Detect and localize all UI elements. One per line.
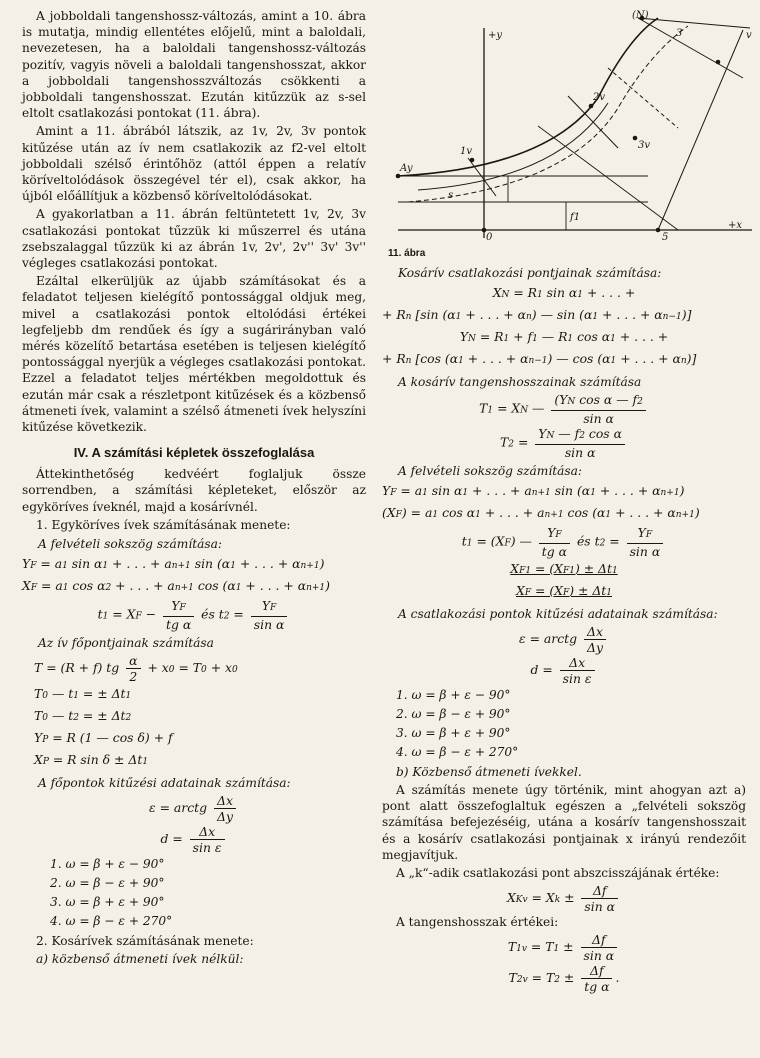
left-item-1: 1. Egyköríves ívek számításának menete: bbox=[36, 517, 291, 532]
formula: (XF) = a1 cos α1 + . . . + an+1 cos (α1 + . . . + αn+1) bbox=[382, 505, 700, 520]
formula: t1 = XF − $\frac{YF}{\text{tg α}}$ és t2 = $\frac{YF}{\text{sin α}}$ bbox=[22, 598, 366, 632]
left-formulas-polygon bbox=[22, 554, 366, 632]
curve-main bbox=[398, 18, 658, 176]
omega-item: 2. ω = β − ε + 90° bbox=[50, 875, 165, 890]
formula: T0 — t1 = ± Δt1 bbox=[34, 685, 132, 701]
label-three: 3 bbox=[676, 28, 683, 39]
formula: ε = arctg $\frac{\Delta x}{\Delta y}$ bbox=[382, 624, 746, 655]
label-yaxis: +y bbox=[488, 30, 503, 41]
omega-item: 1. ω = β + ε − 90° bbox=[396, 688, 511, 702]
formula: YF = a1 sin α1 + . . . + an+1 sin (α1 + . . . + αn+1) bbox=[22, 555, 325, 571]
formula: ε = arctg $\frac{\Delta x}{\Delta y}$ bbox=[22, 793, 366, 824]
formula: T2v = T2 ± $\frac{\Delta f}{\text{tg α}}$ . bbox=[508, 963, 620, 995]
label-3v: 3v bbox=[638, 140, 651, 151]
omega-item: 3. ω = β + ε + 90° bbox=[396, 726, 511, 740]
left-paragraph-3: A gyakorlatban a 11. ábrán feltüntetett 1v, 2v, 3v csatlakozási pontokat tűzzük ki műszerrel és utána zsebszalaggal tűzzük ki az ábrán 1v, 2v', 2v'' 3v' 3v'' végleges csatlakozási pontokat. bbox=[22, 207, 366, 271]
left-item-2a: a) közbenső átmeneti ívek nélkül: bbox=[36, 951, 244, 966]
formula: T2 = $\frac{\text{YN — f2 cos α}}{\text{sin α}}$ bbox=[382, 426, 746, 460]
right-item-b: b) Közbenső átmeneti ívekkel. bbox=[396, 765, 582, 779]
formula: XP = R sin δ ± Δt1 bbox=[34, 751, 149, 767]
formula: + Rn [cos (α1 + . . . + αn−1) — cos (α1 + . . . + αn)] bbox=[382, 351, 697, 366]
left-paragraph-5: Áttekinthetőség kedvéért foglaljuk össze sorrendben, a számítási képleteket, először az egyköríves íveknél, majd a kosárívnél. bbox=[22, 467, 366, 514]
left-column bbox=[22, 8, 366, 969]
right-paragraph-1: A számítás menete úgy történik, mint ahogyan azt a) pont alatt összefoglaltuk egészen a „felvételi sokszög számítása befejezéséig, utána a kosárív tangenshosszait és a kosárív csatlakozási pontjainak x irányú rendezőit megjavítjuk. bbox=[382, 783, 746, 862]
label-s: s bbox=[448, 190, 454, 201]
label-2v: 2v bbox=[593, 92, 606, 103]
formula: T0 — t2 = ± Δt2 bbox=[34, 707, 132, 723]
left-paragraph-4: Ezáltal elkerüljük az újabb számításokat és a feladatot teljesen kielégítő pontossággal oldjuk meg, mivel a csatlakozási pontok eltolódási értékei legfeljebb dm rendűek és így a sugárirányban való mérés közelítő betartása esetében is teljesen kielégítő pontossággal nyerjük a végleges csatlakozási pontokat. Ezzel a feladatot teljes mértékben megoldottuk és ezután már csak a részletpont kitűzések és a közbenső átmeneti ívek, valamint a szélső átmeneti ívek helyszíni kitűzése következik. bbox=[22, 274, 366, 435]
label-f1: f1 bbox=[570, 212, 581, 223]
right-column bbox=[382, 262, 746, 994]
label-zero: 0 bbox=[486, 232, 493, 240]
formula: XKv = Xk ± $\frac{\Delta f}{\text{sin α}}$ bbox=[382, 883, 746, 914]
right-omega-list bbox=[382, 686, 746, 762]
left-item-2: 2. Kosárívek számításának menete: bbox=[36, 933, 254, 948]
formula: YP = R (1 — cos δ) + f bbox=[34, 729, 173, 745]
left-paragraph-1: A jobboldali tangenshossz-változás, amint a 10. ábra is mutatja, mindig ellentétes előjelű, mint a baloldali, nevezetesen, ha a baloldali tangenshossz-változás pozitív, vagyis növeli a baloldali tangenshosszat, akkor a jobboldali tangenshosszváltozás csökkenti a jobboldali tangenshosszat. Ezután kitűzzük az s-sel eltolt csatlakozási pontokat (11. ábra). bbox=[22, 9, 366, 121]
right-sub-d: A csatlakozási pontok kitűzési adatainak számítása: bbox=[398, 607, 718, 621]
omega-item: 4. ω = β − ε + 270° bbox=[396, 745, 519, 759]
omega-item: 2. ω = β − ε + 90° bbox=[396, 707, 511, 721]
formula: T1v = T1 ± $\frac{\Delta f}{\text{sin α}}$ bbox=[382, 932, 746, 963]
section-title: IV. A számítási képletek összefoglalása bbox=[73, 445, 315, 461]
left-formulas-mainpoints bbox=[22, 653, 366, 772]
right-formulas-setout bbox=[382, 624, 746, 686]
left-sub-a: A felvételi sokszög számítása: bbox=[38, 536, 223, 551]
right-formulas-joinpoints bbox=[382, 283, 746, 371]
formula: t1 = (XF) — $\frac{YF}{\text{tg α}}$ és t2 = $\frac{YF}{\text{sin α}}$ bbox=[382, 525, 746, 559]
formula: XF = a1 cos α2 + . . . + an+1 cos (α1 + . . . + αn+1) bbox=[22, 577, 330, 593]
omega-item: 1. ω = β + ε − 90° bbox=[50, 856, 165, 871]
label-N: (N) bbox=[632, 10, 649, 21]
formula: d = $\frac{\Delta x}{\text{sin ε}}$ bbox=[382, 655, 746, 686]
figure-caption: 11. ábra bbox=[388, 248, 426, 259]
formula: T1 = XN — $\frac{\text{(YN cos α — f2}}{\text{sin α}}$ bbox=[382, 392, 746, 426]
left-paragraph-2: Amint a 11. ábrából látszik, az 1v, 2v, 3v pontok kitűzése után az ív nem csatlakozik az f2-vel eltolt jobboldali szélső érintőhöz (attól éppen a relatív köríveltolódások összegével tér el), csak akkor, ha újból előállítjuk a közbenső köríveltolódásokat. bbox=[22, 124, 366, 204]
left-omega-list bbox=[22, 855, 366, 931]
figure-11 bbox=[388, 8, 752, 240]
right-paragraph-2: A „k“-adik csatlakozási pont abszcisszájának értéke: bbox=[396, 866, 720, 881]
omega-item: 4. ω = β − ε + 270° bbox=[50, 913, 173, 928]
right-sub-b: A kosárív tangenshosszainak számítása bbox=[398, 375, 642, 389]
right-paragraph-3: A tangenshosszak értékei: bbox=[396, 915, 559, 930]
left-sub-c: A főpontok kitűzési adatainak számítása: bbox=[38, 775, 291, 790]
label-five: 5 bbox=[662, 232, 669, 240]
formula: XF1 = (XF1) ± Δt1 bbox=[510, 561, 618, 576]
label-1v: 1v bbox=[460, 146, 473, 157]
label-Ay: Ay bbox=[400, 163, 413, 174]
formula: YN = R1 + f1 — R1 cos α1 + . . . + bbox=[459, 329, 669, 344]
omega-item: 3. ω = β + ε + 90° bbox=[50, 894, 165, 909]
formula: + Rn [sin (α1 + . . . + αn) — sin (α1 + . . . + αn−1)] bbox=[382, 307, 692, 322]
left-sub-b: Az ív főpontjainak számítása bbox=[38, 635, 214, 650]
formula: d = $\frac{\Delta x}{\text{sin ε}}$ bbox=[22, 824, 366, 855]
formula: XN = R1 sin α1 + . . . + bbox=[492, 285, 636, 300]
label-v: v bbox=[746, 30, 752, 41]
formula: YF = a1 sin α1 + . . . + an+1 sin (α1 + . . . + αn+1) bbox=[382, 483, 685, 498]
right-formulas-tangent bbox=[382, 392, 746, 460]
right-sub-a: Kosárív csatlakozási pontjainak számítása: bbox=[398, 266, 662, 280]
formula: T = (R + f) tg $\frac{\alpha}{2}$ + x0 = T0 + x0 bbox=[34, 652, 238, 684]
right-formulas-polygon bbox=[382, 481, 746, 603]
right-sub-c: A felvételi sokszög számítása: bbox=[398, 464, 583, 478]
left-formulas-setout bbox=[22, 793, 366, 855]
formula: XF = (XF) ± Δt1 bbox=[515, 583, 612, 598]
label-xaxis: +x bbox=[728, 220, 743, 231]
figure-11-diagram bbox=[388, 8, 752, 240]
